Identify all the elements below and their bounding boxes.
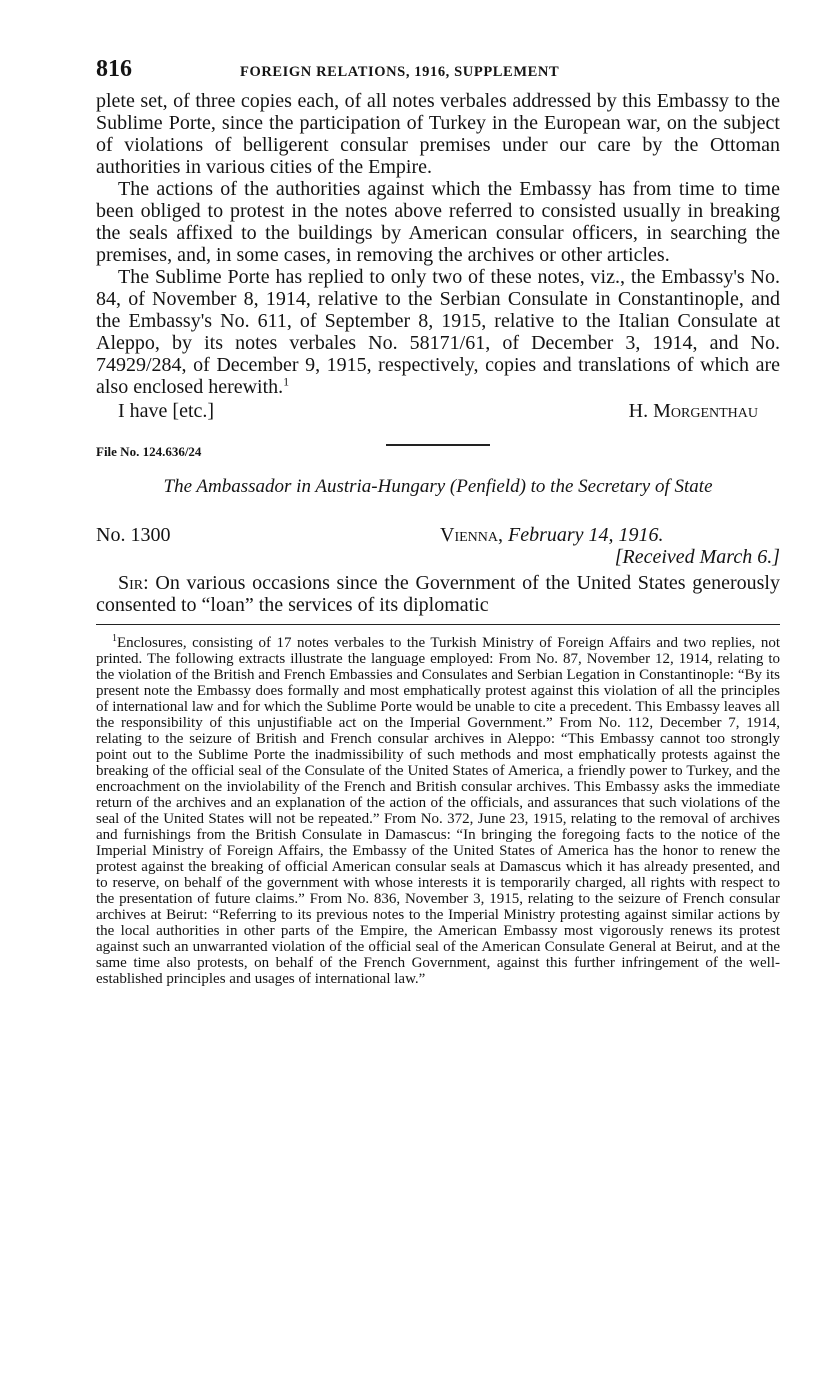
salutation: Sir:	[118, 572, 149, 594]
footnote-reference: 1	[283, 374, 290, 389]
footnote	[96, 635, 780, 987]
running-title: FOREIGN RELATIONS, 1916, SUPPLEMENT	[240, 64, 560, 80]
paragraph-3	[96, 266, 780, 398]
received-date: [Received March 6.]	[614, 546, 780, 568]
page-header	[96, 56, 780, 90]
closing: I have [etc.]	[118, 400, 215, 422]
page-number: 816	[96, 56, 132, 82]
paragraph-1: plete set, of three copies each, of all notes verbales addressed by this Embassy to the Sublime Porte, since the participation of Turkey in the European war, on the subject of violations of belligerent consular premises under our care by the Ottoman authorities in various cities of the Empire.	[96, 90, 780, 178]
footnote-rule	[96, 624, 780, 625]
paragraph-2: The actions of the authorities against which the Embassy has from time to time been obliged to protest in the notes above referred to consisted usually in breaking the seals affixed to the buildings by American consular officers, in searching the premises, and, in some cases, in removing the archives or other articles.	[96, 178, 780, 266]
date: February 14, 1916.	[508, 524, 664, 546]
letter-body: On various occasions since the Government of the United States generously consented to “loan” the services of its diplomatic	[96, 572, 780, 616]
city: Vienna,	[440, 524, 503, 546]
closing-row	[96, 400, 780, 426]
section-divider	[386, 444, 490, 446]
footnote-text: Enclosures, consisting of 17 notes verbales to the Turkish Ministry of Foreign Affairs and two replies, not printed. The following extracts illustrate the language employed: From No. 87, November 12, 1914, relating to the violation of the British and French Embassies and Consulates and Serbian Legation in Constantinople: “By its present note the Embassy does formally and most emphatically protest against this violation of all the principles of international law and for which the Sublime Porte would be unable to cite a precedent. This Embassy leaves all the responsibility of this unjustifiable act on the Imperial Government.” From No. 112, December 7, 1914, relating to the seizure of British and French consular archives in Aleppo: “This Embassy cannot too strongly point out to the Sublime Porte the inadmissibility of such methods and most emphatically protests against the breaking of the official seal of the Consulate of the United States of America, a friendly power to Turkey, and the encroachment on the inviolability of the French and British consular archives. This Embassy asks the immediate return of the archives and an explanation of the action of the officials, and assurances that such violations of the seal of the United States will not be repeated.” From No. 372, June 23, 1915, relating to the removal of archives and furnishings from the British Consulate in Damascus: “In bringing the foregoing facts to the notice of the Imperial Ministry of Foreign Affairs, the Embassy of the United States of America has the honor to renew the protest against the breaking of official American consular seals at Damascus which it has already presented, and to reserve, on behalf of the government with whose interests it is temporarily charged, all rights with respect to the presentation of future claims.” From No. 836, November 3, 1915, relating to the seizure of French consular archives at Beirut: “Referring to its previous notes to the Imperial Ministry protesting against similar actions by the local authorities in other parts of the Empire, the American Embassy most vigorously renews its protest against such an unwarranted violation of the official seal of the American Consulate General at Beirut, and at the same time also protests, on behalf of the French Government, against this further infringement of the well-established principles and usages of international law.”	[96, 635, 780, 987]
paragraph-3-text: The Sublime Porte has replied to only two of these notes, viz., the Embassy's No. 84, of November 8, 1914, relative to the Serbian Consulate in Constantinople, and the Embassy's No. 611, of September 8, 1915, relative to the Italian Consulate at Aleppo, by its notes verbales No. 58171/61, of December 3, 1914, and No. 74929/284, of December 9, 1915, respectively, copies and translations of which are also enclosed herewith.	[96, 266, 780, 398]
dateline	[96, 524, 780, 572]
penfield-letter	[96, 572, 780, 616]
letter-opening	[96, 572, 780, 616]
date-place	[440, 524, 664, 546]
footnote-mark: 1	[112, 633, 117, 644]
document-number: No. 1300	[96, 524, 171, 546]
document-page	[96, 56, 780, 987]
signature: H. Morgenthau	[628, 400, 758, 422]
file-row	[96, 438, 780, 464]
morgenthau-letter	[96, 90, 780, 426]
footnote-paragraph	[96, 635, 780, 987]
file-number: File No. 124.636/24	[96, 444, 202, 459]
document-title: The Ambassador in Austria-Hungary (Penfield) to the Secretary of State	[163, 476, 713, 497]
